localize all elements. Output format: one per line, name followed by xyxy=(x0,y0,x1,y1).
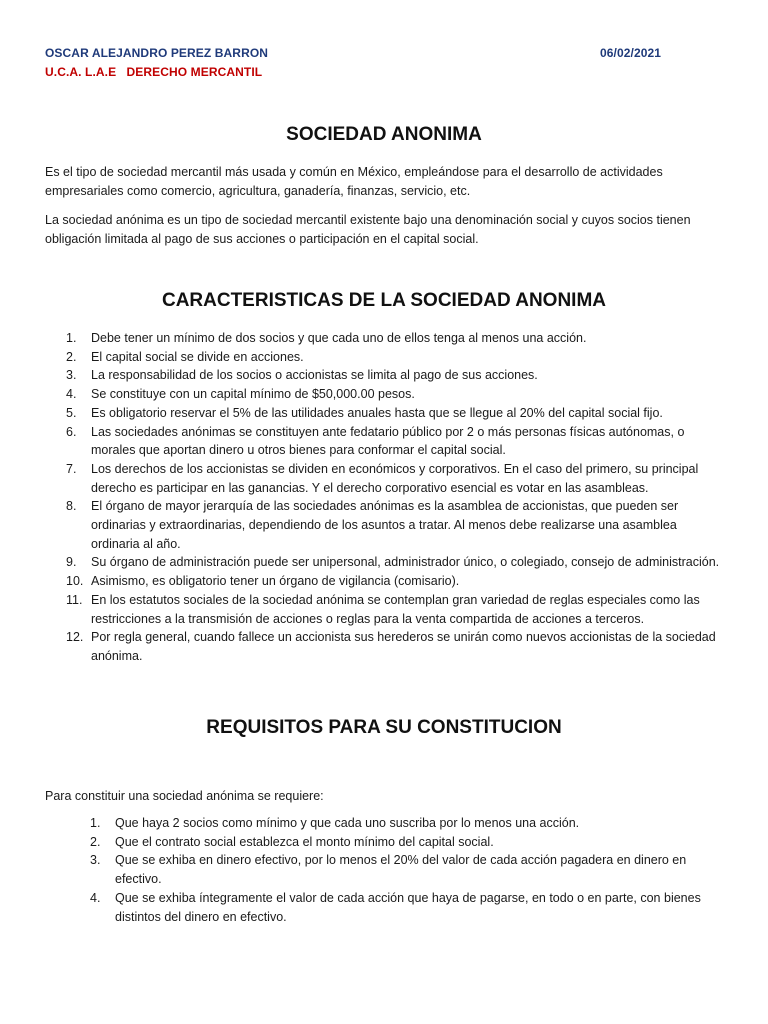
list-item-text: El órgano de mayor jerarquía de las sociedades anónimas es la asamblea de accionistas, que pueden ser ordinarias y extraordinarias, dependiendo de los asuntos a tratar. Al menos debe realizarse una asamblea ordinaria al año. xyxy=(91,499,679,551)
list-item-text: Las sociedades anónimas se constituyen ante fedatario público por 2 o más personas físicas autónomas, o morales que aportan dinero u otros bienes para conformar el capital social. xyxy=(91,424,685,458)
section-title-caracteristicas: CARACTERISTICAS DE LA SOCIEDAD ANONIMA xyxy=(161,290,607,311)
list-item: 4. Se constituye con un capital mínimo de $50,000.00 pesos. xyxy=(66,387,415,402)
intro-paragraph-2: La sociedad anónima es un tipo de sociedad mercantil existente bajo una denominación social y cuyos socios tienen obligación limitada al pago de sus acciones o participación en el capital social. xyxy=(45,213,691,246)
list-item-text: El capital social se divide en acciones. xyxy=(91,349,304,364)
section-title-requisitos: REQUISITOS PARA SU CONSTITUCION xyxy=(206,717,562,738)
course-name: U.C.A. L.A.E DERECHO MERCANTIL xyxy=(45,65,263,79)
list-item-text: Asimismo, es obligatorio tener un órgano de vigilancia (comisario). xyxy=(91,574,460,589)
list-item-text: Que el contrato social establezca el monto mínimo del capital social. xyxy=(115,834,494,849)
list-item: 2. El capital social se divide en acciones. xyxy=(66,349,304,364)
list-item: 9. Su órgano de administración puede ser unipersonal, administrador único, o colegiado, consejo de administración. xyxy=(66,555,720,570)
list-item-text: Que se exhiba en dinero efectivo, por lo menos el 20% del valor de cada acción pagadera en dinero en efectivo. xyxy=(115,853,687,887)
list-item-text: Su órgano de administración puede ser unipersonal, administrador único, o colegiado, consejo de administración. xyxy=(91,555,720,570)
list-item-text: Los derechos de los accionistas se dividen en económicos y corporativos. En el caso del primero, su principal derecho es participar en las ganancias. Y el derecho corporativo esencial es votar en las asambleas. xyxy=(91,461,699,495)
list-item: 10. Asimismo, es obligatorio tener un órgano de vigilancia (comisario). xyxy=(66,574,460,589)
author-name: OSCAR ALEJANDRO PEREZ BARRON xyxy=(45,46,269,60)
list-item: 7. Los derechos de los accionistas se dividen en económicos y corporativos. En el caso del primero, su principal derecho es participar en las ganancias. Y el derecho corporativo esencial es votar en las asambleas. xyxy=(66,461,699,495)
list-item: 12. Por regla general, cuando fallece un accionista sus herederos se unirán como nuevos accionistas de la sociedad anónima. xyxy=(66,630,716,663)
list-item-text: En los estatutos sociales de la sociedad anónima se contemplan gran variedad de reglas especiales como las restricciones a la transmisión de acciones o reglas para la venta compartida de acciones a terceros. xyxy=(91,592,700,626)
list-item: 8. El órgano de mayor jerarquía de las sociedades anónimas es la asamblea de accionistas, que pueden ser ordinarias y extraordinarias, dependiendo de los asuntos a tratar. Al menos debe realizarse una asamblea ordinaria al año. xyxy=(66,499,679,551)
section-title-sociedad-anonima: SOCIEDAD ANONIMA xyxy=(286,124,482,145)
list-item: 1. Que haya 2 socios como mínimo y que cada uno suscriba por lo menos una acción. xyxy=(90,816,580,830)
list-item: 11. En los estatutos sociales de la sociedad anónima se contemplan gran variedad de reglas especiales como las restricciones a la transmisión de acciones o reglas para la venta compartida de acciones a terceros. xyxy=(66,592,700,626)
list-item-text: Es obligatorio reservar el 5% de las utilidades anuales hasta que se llegue al 20% del capital social fijo. xyxy=(91,405,663,420)
list-item-text: Que se exhiba íntegramente el valor de cada acción que haya de pagarse, en todo o en parte, con bienes distintos del dinero en efectivo. xyxy=(115,890,701,924)
list-item: 4. Que se exhiba íntegramente el valor de cada acción que haya de pagarse, en todo o en parte, con bienes distintos del dinero en efectivo. xyxy=(90,890,701,924)
intro-paragraph-1: Es el tipo de sociedad mercantil más usada y común en México, empleándose para el desarrollo de actividades empresariales como comercio, agricultura, ganadería, finanzas, servicio, etc. xyxy=(45,165,663,198)
list-item: 5. Es obligatorio reservar el 5% de las utilidades anuales hasta que se llegue al 20% del capital social fijo. xyxy=(66,405,663,420)
list-item-text: Que haya 2 socios como mínimo y que cada uno suscriba por lo menos una acción. xyxy=(115,816,580,830)
list-item: 3. La responsabilidad de los socios o accionistas se limita al pago de sus acciones. xyxy=(66,368,538,383)
list-item-text: La responsabilidad de los socios o accionistas se limita al pago de sus acciones. xyxy=(91,368,538,383)
list-item-text: Se constituye con un capital mínimo de $50,000.00 pesos. xyxy=(91,387,415,402)
document-date: 06/02/2021 xyxy=(600,46,662,60)
list-item: 1. Debe tener un mínimo de dos socios y que cada uno de ellos tenga al menos una acción. xyxy=(66,331,587,345)
requirements-intro: Para constituir una sociedad anónima se requiere: xyxy=(45,789,324,803)
requirements-list xyxy=(90,814,705,926)
list-item-text: Debe tener un mínimo de dos socios y que cada uno de ellos tenga al menos una acción. xyxy=(91,331,587,345)
list-item: 6. Las sociedades anónimas se constituyen ante fedatario público por 2 o más personas físicas autónomas, o morales que aportan dinero u otros bienes para conformar el capital social. xyxy=(66,424,685,458)
list-item-text: Por regla general, cuando fallece un accionista sus herederos se unirán como nuevos accionistas de la sociedad anónima. xyxy=(91,630,716,663)
list-item: 3. Que se exhiba en dinero efectivo, por lo menos el 20% del valor de cada acción pagadera en dinero en efectivo. xyxy=(90,853,687,887)
characteristics-list xyxy=(66,329,726,666)
list-item: 2. Que el contrato social establezca el monto mínimo del capital social. xyxy=(90,834,494,849)
